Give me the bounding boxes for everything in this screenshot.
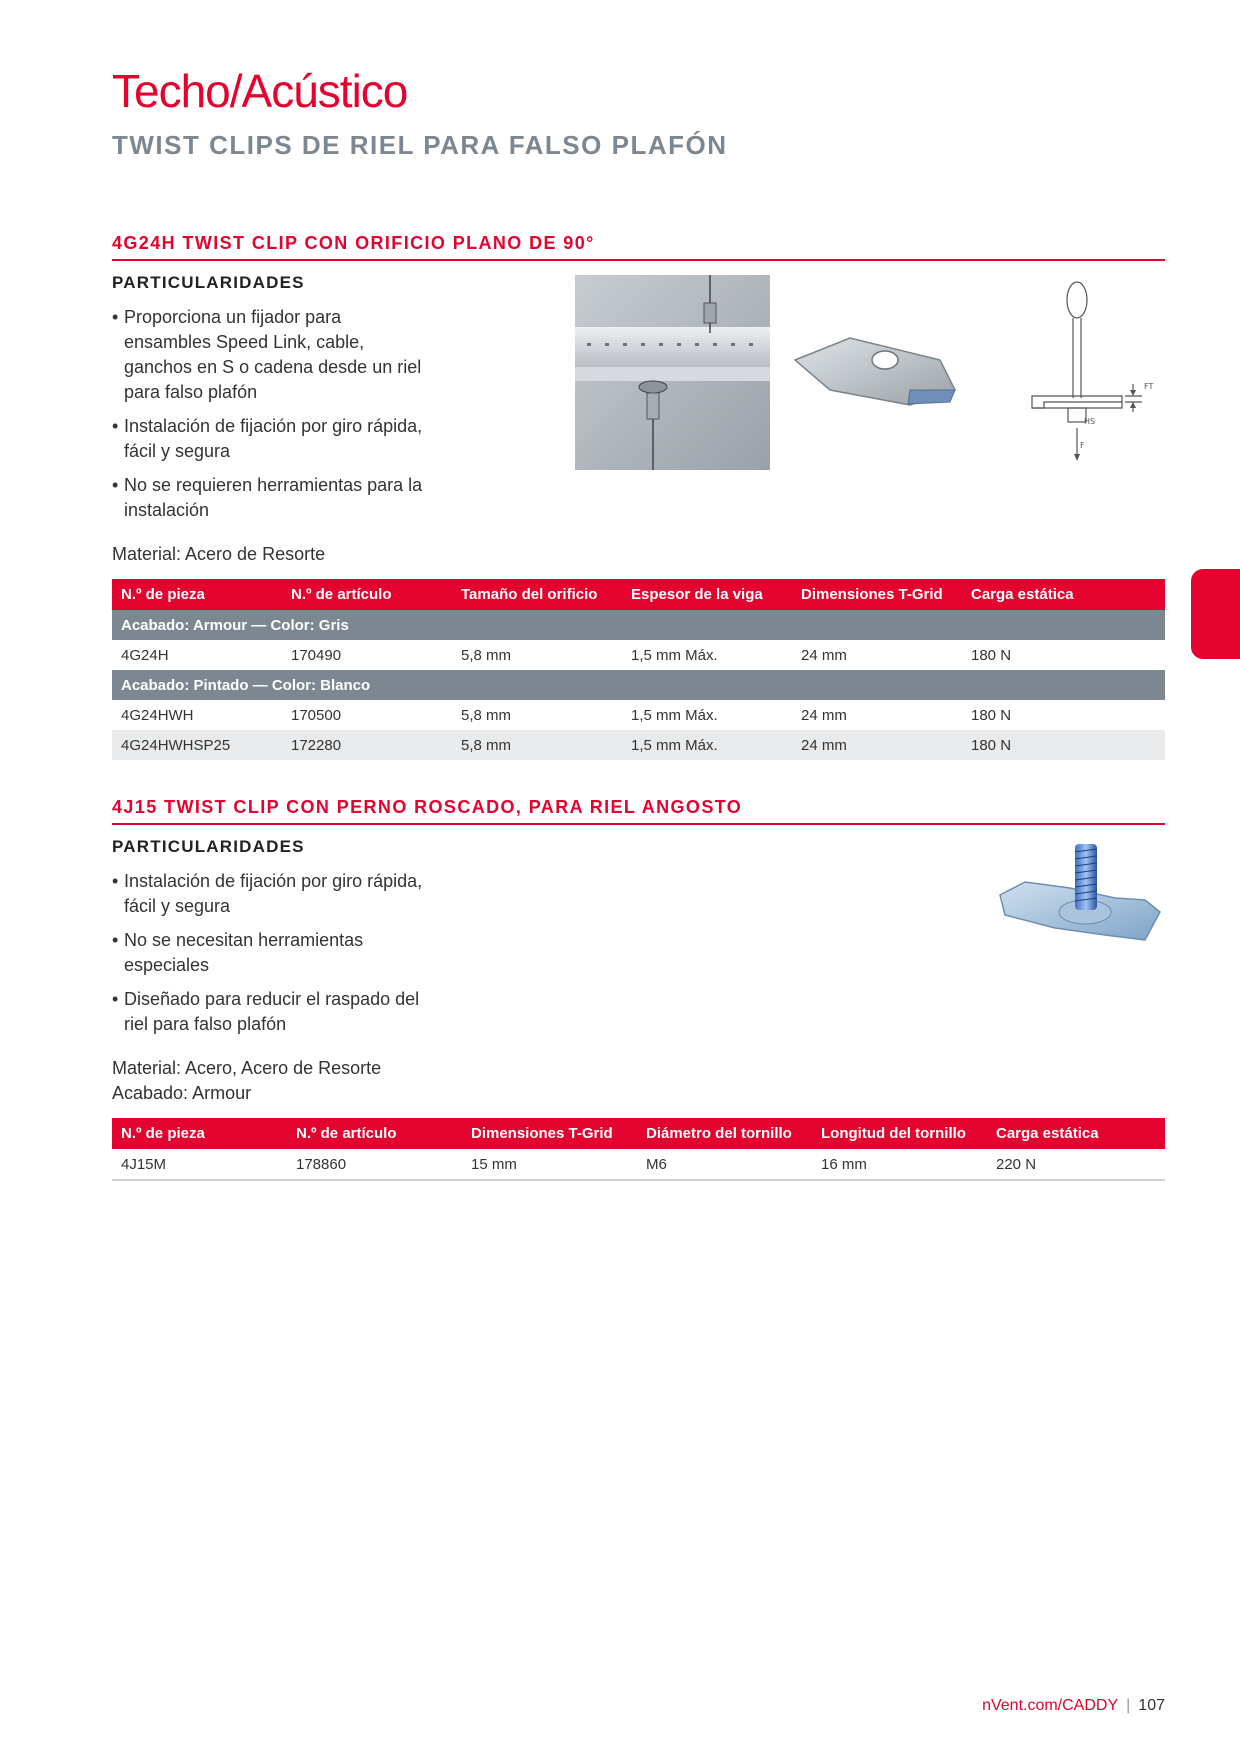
flat-clip-photo [790,330,960,410]
table-header-row [112,1118,1165,1149]
table-cell: 5,8 mm [452,730,622,760]
bullet-item: • Instalación de fijación por giro rápida, fácil y segura [112,869,432,919]
table-cell: 1,5 mm Máx. [622,730,792,760]
table-cell: 178860 [287,1149,462,1180]
table-cell: 16 mm [812,1149,987,1180]
table-cell: 180 N [971,646,1012,664]
table-cell: 4G24H [121,646,169,664]
table-cell: 24 mm [801,706,847,724]
table-cell: 172280 [282,730,452,760]
page-subtitle: TWIST CLIPS DE RIEL PARA FALSO PLAFÓN [112,130,728,160]
footer-separator: | [1126,1697,1131,1714]
diagram-label-f: F [1080,441,1085,450]
table-cell: 4G24HWHSP25 [112,730,282,760]
table-cell: 24 mm [801,646,847,664]
table-group-row [112,610,1165,640]
chapter-side-tab [1191,569,1240,659]
table-cell: 15 mm [462,1149,637,1180]
bolt-clip-photo [995,840,1165,955]
section-1-material: Material: Acero de Resorte [112,544,326,564]
section-2-rule [112,823,1165,825]
section-1-bullets [112,305,432,532]
table-cell: 24 mm [792,730,962,760]
section-2-features-label: PARTICULARIDADES [112,837,305,856]
section-1-rule [112,259,1165,261]
page-number: 107 [1138,1697,1165,1714]
column-header: Carga estática [987,1118,1165,1149]
table-row [112,640,1165,670]
table-group-row [112,670,1165,700]
table-cell: 4G24HWH [121,706,194,724]
section-1-spec-table [112,579,1165,760]
bullet-item: • Diseñado para reducir el raspado del riel para falso plafón [112,987,432,1037]
column-header: Espesor de la viga [622,579,792,610]
column-header: Dimensiones T-Grid [462,1118,637,1149]
bullet-item: • No se requieren herramientas para la instalación [112,473,432,523]
group-label: Acabado: Armour — Color: Gris [112,610,1165,640]
table-row [112,700,1165,730]
footer-site-link[interactable]: nVent.com/CADDY [982,1697,1119,1714]
column-header: Carga estática [962,579,1165,610]
column-header: Dimensiones T-Grid [792,579,962,610]
column-header: Diámetro del tornillo [637,1118,812,1149]
column-header: N.º de artículo [282,579,452,610]
diagram-label-hs: HS [1084,417,1096,426]
table-cell: 5,8 mm [461,706,512,724]
table-cell: M6 [637,1149,812,1180]
installed-clip-photo [575,275,770,470]
column-header: N.º de pieza [112,1118,287,1149]
bullet-item: • Instalación de fijación por giro rápida, fácil y segura [112,414,432,464]
table-cell: 5,8 mm [461,646,512,664]
table-cell: 1,5 mm Máx. [631,646,718,664]
section-2-heading: 4J15 TWIST CLIP CON PERNO ROSCADO, PARA RIEL ANGOSTO [112,797,743,817]
table-row [112,730,1165,760]
table-cell: 180 N [962,730,1165,760]
table-cell: 170490 [291,646,342,664]
clip-dimension-diagram [1020,278,1165,463]
material-line: Material: Acero, Acero de Resorte [112,1058,382,1078]
section-1-features-label: PARTICULARIDADES [112,273,305,292]
finish-line: Acabado: Armour [112,1083,252,1103]
column-header: Tamaño del orificio [452,579,622,610]
table-cell: 170500 [291,706,342,724]
section-2-bullets [112,869,432,1046]
group-label: Acabado: Pintado — Color: Blanco [112,670,1165,700]
table-header-row [112,579,1165,610]
table-cell: 220 N [987,1149,1165,1180]
table-row [112,1149,1165,1180]
diagram-label-ft: FT [1144,382,1154,391]
table-cell: 180 N [971,706,1012,724]
bullet-item: • No se necesitan herramientas especiales [112,928,432,978]
section-2-spec-table [112,1118,1165,1181]
table-cell: 1,5 mm Máx. [631,706,718,724]
page-footer [982,1697,1165,1715]
table-cell: 4J15M [112,1149,287,1180]
page-title: Techo/Acústico [112,65,408,117]
column-header: Longitud del tornillo [812,1118,987,1149]
section-2-material [112,1056,381,1106]
column-header: N.º de pieza [112,579,282,610]
bullet-item: • Proporciona un fijador para ensambles Speed Link, cable, ganchos en S o cadena desde un riel para falso plafón [112,305,432,405]
section-1-heading: 4G24H TWIST CLIP CON ORIFICIO PLANO DE 90° [112,233,595,253]
column-header: N.º de artículo [287,1118,462,1149]
